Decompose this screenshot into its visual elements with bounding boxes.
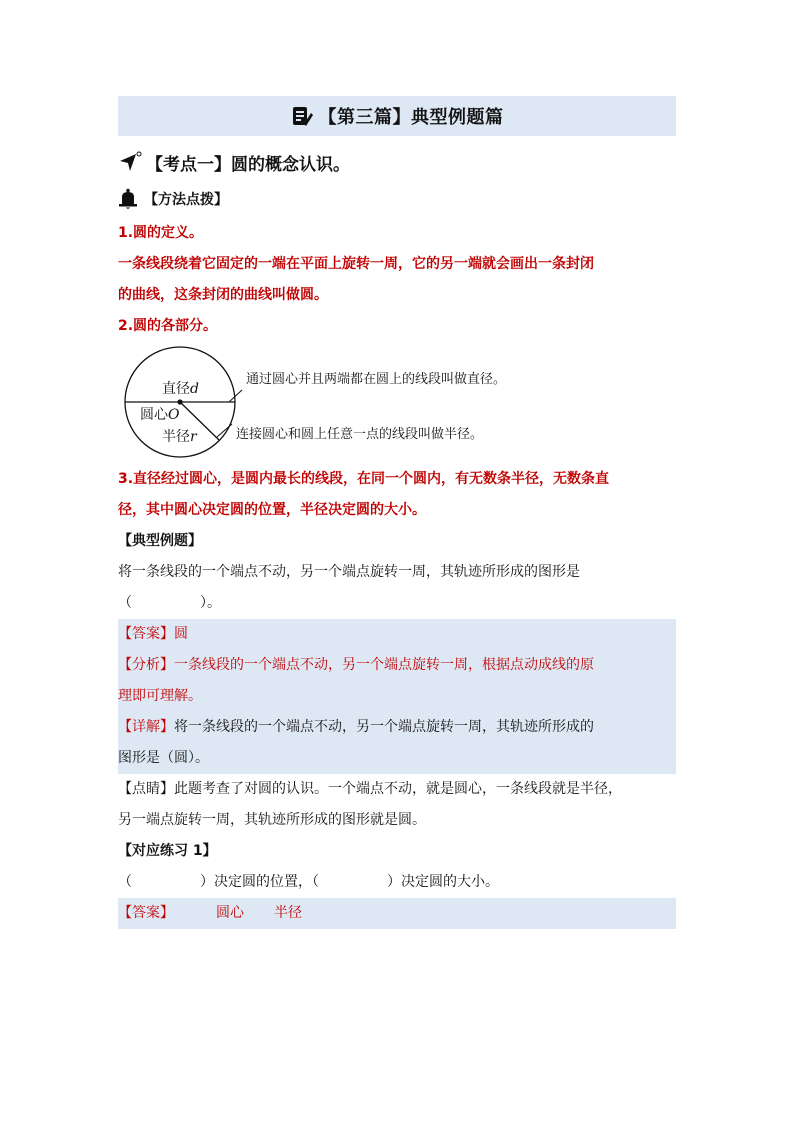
example-analysis-line-2: 理即可理解。	[118, 688, 202, 704]
example-heading: 【典型例题】	[118, 533, 202, 549]
example-answer: 【答案】圆	[118, 626, 188, 642]
practice-answer: 【答案】 圆心 半径	[118, 898, 676, 929]
point-3-line-1: 3.直径经过圆心，是圆内最长的线段，在同一个圆内，有无数条半径，无数条直	[118, 471, 610, 487]
point-3-line-2: 径，其中圆心决定圆的位置，半径决定圆的大小。	[118, 502, 426, 518]
example-tip-line-1: 【点睛】此题考查了对圆的认识。一个端点不动，就是圆心，一条线段就是半径，	[118, 781, 622, 797]
example-question-line-1: 将一条线段的一个端点不动，另一个端点旋转一周，其轨迹所形成的图形是	[118, 564, 580, 580]
section-banner	[118, 96, 676, 136]
point-1-title: 1.圆的定义。	[118, 225, 204, 241]
topic-title: 【考点一】圆的概念认识。	[146, 154, 350, 175]
center-label: 圆心O	[140, 407, 180, 423]
point-1-line-1: 一条线段绕着它固定的一端在平面上旋转一周，它的另一端就会画出一条封闭	[118, 256, 594, 272]
radius-label: 半径r	[162, 429, 197, 445]
radius-note: 连接圆心和圆上任意一点的线段叫做半径。	[236, 427, 484, 442]
practice-heading: 【对应练习 1】	[118, 843, 217, 859]
example-detail-line-1: 【详解】将一条线段的一个端点不动，另一个端点旋转一周，其轨迹所形成的	[118, 719, 594, 735]
example-solution-block	[118, 619, 676, 774]
banner-title: 【第三篇】典型例题篇	[318, 107, 504, 128]
topic-heading	[118, 148, 676, 176]
document-page	[118, 96, 676, 929]
method-title: 【方法点拨】	[144, 192, 228, 208]
point-1-line-2: 的曲线，这条封闭的曲线叫做圆。	[118, 287, 328, 303]
point-2-title: 2.圆的各部分。	[118, 318, 218, 334]
method-heading	[118, 186, 676, 212]
bell-icon	[118, 188, 138, 210]
diameter-note: 通过圆心并且两端都在圆上的线段叫做直径。	[246, 372, 507, 387]
example-analysis-line-1: 【分析】一条线段的一个端点不动，另一个端点旋转一周，根据点动成线的原	[118, 657, 594, 673]
diameter-label: 直径d	[162, 381, 199, 397]
cursor-arrow-icon	[118, 151, 142, 173]
note-pencil-icon	[291, 105, 313, 127]
circle-diagram	[118, 344, 676, 464]
practice-question: （ ）决定圆的位置，（ ）决定圆的大小。	[118, 874, 499, 890]
example-detail-line-2: 图形是（圆）。	[118, 750, 209, 766]
example-question-line-2: （ ）。	[118, 595, 221, 611]
example-tip-line-2: 另一端点旋转一周，其轨迹所形成的图形就是圆。	[118, 812, 426, 828]
